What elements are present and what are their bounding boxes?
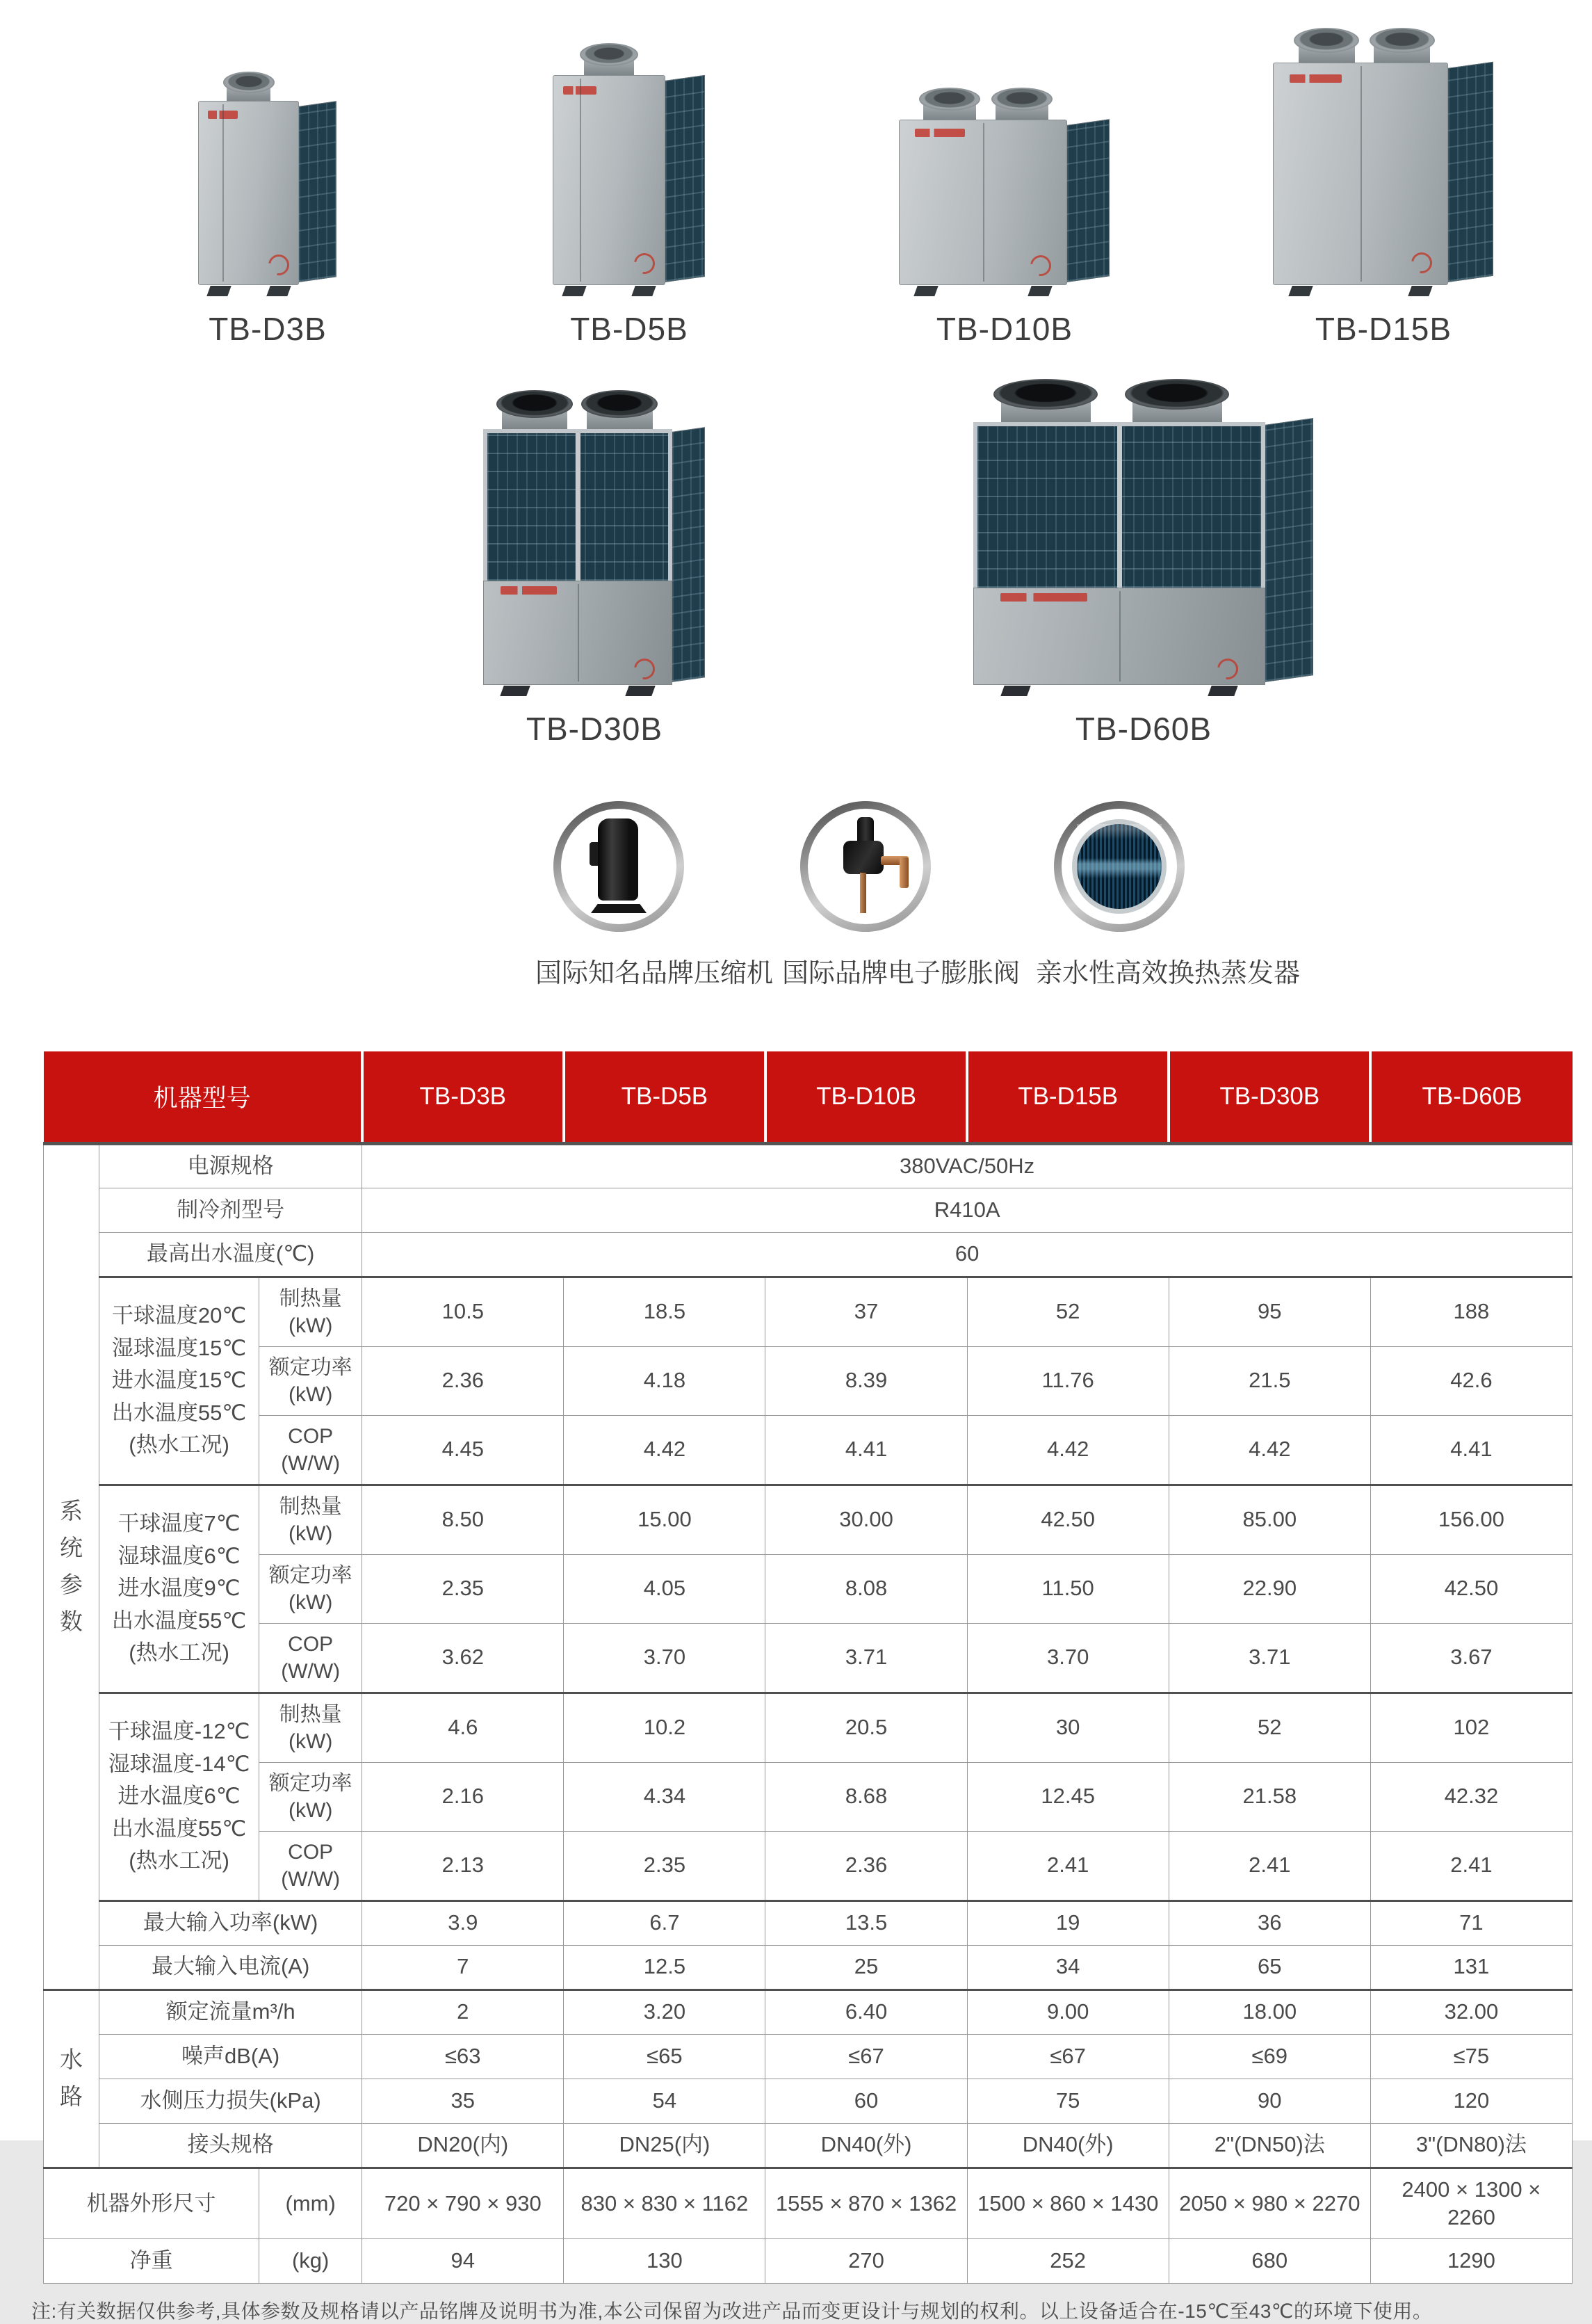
- badge-365-icon: [630, 654, 659, 684]
- panel-seam: [222, 104, 224, 282]
- spec-value-cell: 4.05: [564, 1554, 765, 1623]
- spec-condition-cell: 干球温度7℃ 湿球温度6℃ 进水温度9℃ 出水温度55℃ (热水工况): [99, 1485, 259, 1693]
- spec-value-cell: 720 × 790 × 930: [362, 2168, 564, 2239]
- spec-value-cell: 2.36: [765, 1831, 967, 1901]
- spec-value-cell: ≤69: [1169, 2034, 1370, 2079]
- spec-value-cell: 3.70: [564, 1623, 765, 1693]
- badge-365-icon: [1027, 251, 1056, 280]
- spec-value-cell: 12.45: [967, 1762, 1169, 1831]
- table-row: [44, 1945, 1573, 1990]
- spec-value-cell: 2"(DN50)法: [1169, 2123, 1370, 2168]
- spec-unit-cell: (mm): [259, 2168, 362, 2239]
- coil-grille: [672, 427, 705, 682]
- table-row: [44, 1277, 1573, 1346]
- brand-logo-mark: [501, 586, 557, 595]
- spec-value-cell: 52: [1169, 1693, 1370, 1762]
- spec-group-label: 水 路: [44, 1990, 99, 2168]
- spec-value-cell: 90: [1169, 2079, 1370, 2123]
- spec-condition-cell: 干球温度-12℃ 湿球温度-14℃ 进水温度6℃ 出水温度55℃ (热水工况): [99, 1693, 259, 1901]
- evaporator-coil-panel: [483, 429, 672, 581]
- coil-grille: [298, 101, 336, 282]
- feature-ring: [1054, 801, 1185, 932]
- spec-value-cell: 71: [1370, 1901, 1572, 1945]
- spec-value-cell: 42.50: [1370, 1554, 1572, 1623]
- table-row: [44, 2079, 1573, 2123]
- unit-feet: [973, 685, 1265, 696]
- evaporator-photo: [1062, 809, 1177, 924]
- spec-row-label: 噪声dB(A): [99, 2034, 362, 2079]
- front-panel: [483, 581, 672, 685]
- table-row: [44, 2034, 1573, 2079]
- spec-value-cell: 2.13: [362, 1831, 564, 1901]
- spec-table: [43, 1051, 1573, 2284]
- spec-value-cell: 188: [1370, 1277, 1572, 1346]
- spec-value-cell: 11.50: [967, 1554, 1169, 1623]
- spec-metric-name: 制热量 (kW): [259, 1277, 362, 1346]
- spec-value-cell: 830 × 830 × 1162: [564, 2168, 765, 2239]
- product-image-tb-d30b: [483, 390, 706, 696]
- spec-value-cell: 10.5: [362, 1277, 564, 1346]
- product-tb-d60b: [959, 379, 1328, 748]
- spec-value-cell: 75: [967, 2079, 1169, 2123]
- table-row: [44, 1485, 1573, 1554]
- unit-feet: [1273, 285, 1448, 296]
- spec-row-label: 最大输入电流(A): [99, 1945, 362, 1990]
- spec-value-cell: 4.18: [564, 1346, 765, 1415]
- spec-row-label: 额定流量m³/h: [99, 1990, 362, 2034]
- spec-value-cell: 3.9: [362, 1901, 564, 1945]
- spec-value-cell: 8.50: [362, 1485, 564, 1554]
- spec-model-header: TB-D5B: [564, 1051, 765, 1143]
- spec-value-cell: 10.2: [564, 1693, 765, 1762]
- table-row: [44, 1990, 1573, 2034]
- fan-icon: [1294, 28, 1359, 63]
- spec-value-cell: 25: [765, 1945, 967, 1990]
- table-row: [44, 2168, 1573, 2239]
- spec-value-cell: 95: [1169, 1277, 1370, 1346]
- table-row: [44, 1188, 1573, 1232]
- badge-365-icon: [264, 250, 293, 280]
- evaporator-coil-panel: [973, 422, 1265, 588]
- table-row: [44, 1693, 1573, 1762]
- spec-metric-name: 额定功率 (kW): [259, 1554, 362, 1623]
- unit-feet: [553, 285, 665, 296]
- panel-seam: [983, 123, 984, 282]
- spec-value-cell: DN40(外): [967, 2123, 1169, 2168]
- feature-ring: [553, 801, 684, 932]
- spec-metric-name: COP (W/W): [259, 1623, 362, 1693]
- spec-value-cell: 60: [765, 2079, 967, 2123]
- spec-value-cell: 3.67: [1370, 1623, 1572, 1693]
- product-tb-d3b: [184, 72, 351, 348]
- fan-icon: [991, 88, 1053, 120]
- expansion-valve-photo: [808, 809, 923, 924]
- spec-row-label: 最大输入功率(kW): [99, 1901, 362, 1945]
- spec-corner-header: 机器型号: [44, 1051, 362, 1143]
- spec-value-cell: 60: [362, 1232, 1573, 1277]
- spec-value-cell: ≤65: [564, 2034, 765, 2079]
- spec-value-cell: R410A: [362, 1188, 1573, 1232]
- spec-value-cell: 30.00: [765, 1485, 967, 1554]
- table-row: [44, 1143, 1573, 1188]
- spec-row-label: 水侧压力损失(kPa): [99, 2079, 362, 2123]
- spec-value-cell: 19: [967, 1901, 1169, 1945]
- coil-grille: [665, 75, 705, 282]
- spec-metric-name: 额定功率 (kW): [259, 1762, 362, 1831]
- spec-value-cell: 2: [362, 1990, 564, 2034]
- table-row: [44, 1901, 1573, 1945]
- spec-value-cell: 42.50: [967, 1485, 1169, 1554]
- panel-seam: [578, 584, 579, 681]
- spec-value-cell: 94: [362, 2239, 564, 2284]
- spec-group-label: 系 统 参 数: [44, 1143, 99, 1990]
- product-tb-d15b: [1260, 28, 1507, 348]
- spec-value-cell: 30: [967, 1693, 1169, 1762]
- spec-metric-name: 制热量 (kW): [259, 1693, 362, 1762]
- unit-feet: [483, 685, 672, 696]
- spec-value-cell: 1555 × 870 × 1362: [765, 2168, 967, 2239]
- panel-seam: [580, 79, 581, 282]
- spec-value-cell: 2.35: [564, 1831, 765, 1901]
- table-row: [44, 1762, 1573, 1831]
- spec-value-cell: 4.42: [564, 1415, 765, 1485]
- spec-value-cell: DN40(外): [765, 2123, 967, 2168]
- spec-value-cell: 4.42: [967, 1415, 1169, 1485]
- badge-365-icon: [1407, 248, 1436, 277]
- panel-seam: [1119, 591, 1121, 681]
- spec-section: [31, 1051, 1573, 2324]
- spec-value-cell: 36: [1169, 1901, 1370, 1945]
- spec-value-cell: ≤67: [967, 2034, 1169, 2079]
- feature-compressor: [535, 801, 774, 990]
- product-image-tb-d5b: [553, 43, 706, 296]
- spec-value-cell: 9.00: [967, 1990, 1169, 2034]
- spec-value-cell: 6.7: [564, 1901, 765, 1945]
- spec-value-cell: 4.34: [564, 1762, 765, 1831]
- spec-model-header: TB-D30B: [1169, 1051, 1370, 1143]
- spec-value-cell: 8.08: [765, 1554, 967, 1623]
- spec-value-cell: 42.32: [1370, 1762, 1572, 1831]
- spec-value-cell: ≤67: [765, 2034, 967, 2079]
- spec-value-cell: 65: [1169, 1945, 1370, 1990]
- spec-value-cell: 21.58: [1169, 1762, 1370, 1831]
- spec-value-cell: 7: [362, 1945, 564, 1990]
- coil-grille: [1066, 119, 1110, 282]
- spec-value-cell: 35: [362, 2079, 564, 2123]
- spec-value-cell: 2400 × 1300 × 2260: [1370, 2168, 1572, 2239]
- spec-value-cell: 270: [765, 2239, 967, 2284]
- product-tb-d10b: [886, 88, 1123, 348]
- spec-value-cell: 1500 × 860 × 1430: [967, 2168, 1169, 2239]
- spec-row-label: 接头规格: [99, 2123, 362, 2168]
- panel-seam: [1360, 66, 1362, 282]
- fan-icon: [580, 43, 638, 75]
- fan-icon: [223, 72, 275, 101]
- product-label: TB-D15B: [1315, 311, 1452, 347]
- table-row: [44, 1232, 1573, 1277]
- table-row: [44, 1346, 1573, 1415]
- product-tb-d30b: [470, 390, 719, 748]
- spec-value-cell: 1290: [1370, 2239, 1572, 2284]
- spec-unit-cell: (kg): [259, 2239, 362, 2284]
- product-image-tb-d3b: [198, 72, 337, 296]
- fan-icon: [993, 379, 1098, 422]
- spec-value-cell: 85.00: [1169, 1485, 1370, 1554]
- spec-value-cell: 4.6: [362, 1693, 564, 1762]
- spec-value-cell: 2.41: [967, 1831, 1169, 1901]
- spec-model-header: TB-D3B: [362, 1051, 564, 1143]
- spec-value-cell: ≤63: [362, 2034, 564, 2079]
- spec-value-cell: 3.70: [967, 1623, 1169, 1693]
- table-row: [44, 1415, 1573, 1485]
- front-panel: [973, 588, 1265, 685]
- product-label: TB-D30B: [526, 711, 663, 747]
- spec-value-cell: 2.16: [362, 1762, 564, 1831]
- product-label: TB-D60B: [1075, 711, 1212, 747]
- spec-row-label: 制冷剂型号: [99, 1188, 362, 1232]
- spec-value-cell: 102: [1370, 1693, 1572, 1762]
- product-tb-d5b: [539, 43, 719, 348]
- spec-value-cell: 52: [967, 1277, 1169, 1346]
- spec-value-cell: 3.20: [564, 1990, 765, 2034]
- spec-value-cell: 130: [564, 2239, 765, 2284]
- spec-metric-name: 额定功率 (kW): [259, 1346, 362, 1415]
- spec-model-header: TB-D10B: [765, 1051, 967, 1143]
- spec-value-cell: 680: [1169, 2239, 1370, 2284]
- feature-caption: 亲水性高效换热蒸发器: [1036, 959, 1301, 988]
- front-panel: [899, 120, 1067, 285]
- table-row: [44, 1554, 1573, 1623]
- brand-logo-mark: [1290, 74, 1342, 83]
- spec-value-cell: 120: [1370, 2079, 1572, 2123]
- spec-value-cell: 252: [967, 2239, 1169, 2284]
- spec-row-label: 净重: [44, 2239, 259, 2284]
- fan-icon: [1370, 28, 1435, 63]
- spec-value-cell: 4.45: [362, 1415, 564, 1485]
- feature-caption: 国际品牌电子膨胀阀: [782, 959, 1021, 988]
- spec-value-cell: 22.90: [1169, 1554, 1370, 1623]
- spec-value-cell: 156.00: [1370, 1485, 1572, 1554]
- spec-value-cell: 3.71: [1169, 1623, 1370, 1693]
- spec-value-cell: 131: [1370, 1945, 1572, 1990]
- fan-icon: [581, 390, 658, 429]
- spec-value-cell: DN20(内): [362, 2123, 564, 2168]
- spec-value-cell: 2.41: [1370, 1831, 1572, 1901]
- spec-row-label: 电源规格: [99, 1143, 362, 1188]
- fan-icon: [1125, 379, 1229, 422]
- spec-value-cell: 42.6: [1370, 1346, 1572, 1415]
- spec-metric-name: COP (W/W): [259, 1831, 362, 1901]
- table-row: [44, 1623, 1573, 1693]
- spec-metric-name: 制热量 (kW): [259, 1485, 362, 1554]
- spec-value-cell: 6.40: [765, 1990, 967, 2034]
- feature-ring: [800, 801, 931, 932]
- feature-evaporator: [1036, 801, 1301, 990]
- spec-value-cell: 8.68: [765, 1762, 967, 1831]
- table-row: [44, 2239, 1573, 2284]
- spec-row-label: 最高出水温度(℃): [99, 1232, 362, 1277]
- spec-value-cell: 3.71: [765, 1623, 967, 1693]
- brand-logo-mark: [915, 129, 965, 137]
- spec-value-cell: 18.5: [564, 1277, 765, 1346]
- spec-value-cell: 3.62: [362, 1623, 564, 1693]
- fan-icon: [919, 88, 980, 120]
- spec-note: 注:有关数据仅供参考,具体参数及规格请以产品铭牌及说明书为准,本公司保留为改进产品而变更设计与规划的权利。以上设备适合在-15℃至43℃的环境下使用。: [31, 2300, 1433, 2323]
- spec-value-cell: 18.00: [1169, 1990, 1370, 2034]
- fan-icon: [496, 390, 573, 429]
- spec-value-cell: 2.36: [362, 1346, 564, 1415]
- feature-caption: 国际知名品牌压缩机: [535, 959, 774, 988]
- coil-grille: [1265, 418, 1313, 682]
- feature-expansion-valve: [782, 801, 1021, 990]
- front-panel: [553, 75, 665, 285]
- product-image-tb-d10b: [899, 88, 1110, 296]
- spec-value-cell: 21.5: [1169, 1346, 1370, 1415]
- spec-value-cell: 2.41: [1169, 1831, 1370, 1901]
- spec-value-cell: 11.76: [967, 1346, 1169, 1415]
- unit-feet: [198, 285, 299, 296]
- front-panel: [198, 101, 299, 285]
- table-row: [44, 1831, 1573, 1901]
- spec-value-cell: 15.00: [564, 1485, 765, 1554]
- spec-value-cell: 37: [765, 1277, 967, 1346]
- spec-value-cell: DN25(内): [564, 2123, 765, 2168]
- spec-value-cell: 32.00: [1370, 1990, 1572, 2034]
- brand-logo-mark: [1000, 593, 1087, 602]
- spec-value-cell: 8.39: [765, 1346, 967, 1415]
- badge-365-icon: [1213, 654, 1242, 684]
- spec-value-cell: 34: [967, 1945, 1169, 1990]
- spec-value-cell: 13.5: [765, 1901, 967, 1945]
- spec-value-cell: 4.41: [765, 1415, 967, 1485]
- spec-value-cell: 2050 × 980 × 2270: [1169, 2168, 1370, 2239]
- coil-grille: [1447, 62, 1493, 282]
- front-panel: [1273, 63, 1448, 285]
- spec-value-cell: 2.35: [362, 1554, 564, 1623]
- product-label: TB-D5B: [570, 311, 688, 347]
- badge-365-icon: [630, 249, 659, 278]
- product-label: TB-D3B: [209, 311, 327, 347]
- spec-model-header: TB-D60B: [1370, 1051, 1572, 1143]
- spec-row-label: 机器外形尺寸: [44, 2168, 259, 2239]
- spec-header-row: [44, 1051, 1573, 1143]
- unit-feet: [899, 285, 1067, 296]
- spec-value-cell: 380VAC/50Hz: [362, 1143, 1573, 1188]
- product-image-tb-d60b: [973, 379, 1314, 696]
- spec-value-cell: 20.5: [765, 1693, 967, 1762]
- spec-value-cell: ≤75: [1370, 2034, 1572, 2079]
- spec-value-cell: 4.42: [1169, 1415, 1370, 1485]
- spec-metric-name: COP (W/W): [259, 1415, 362, 1485]
- spec-value-cell: 54: [564, 2079, 765, 2123]
- spec-value-cell: 3"(DN80)法: [1370, 2123, 1572, 2168]
- product-label: TB-D10B: [936, 311, 1073, 347]
- product-image-tb-d15b: [1273, 28, 1494, 296]
- compressor-photo: [561, 809, 676, 924]
- table-row: [44, 2123, 1573, 2168]
- spec-value-cell: 4.41: [1370, 1415, 1572, 1485]
- spec-model-header: TB-D15B: [967, 1051, 1169, 1143]
- spec-value-cell: 12.5: [564, 1945, 765, 1990]
- spec-condition-cell: 干球温度20℃ 湿球温度15℃ 进水温度15℃ 出水温度55℃ (热水工况): [99, 1277, 259, 1485]
